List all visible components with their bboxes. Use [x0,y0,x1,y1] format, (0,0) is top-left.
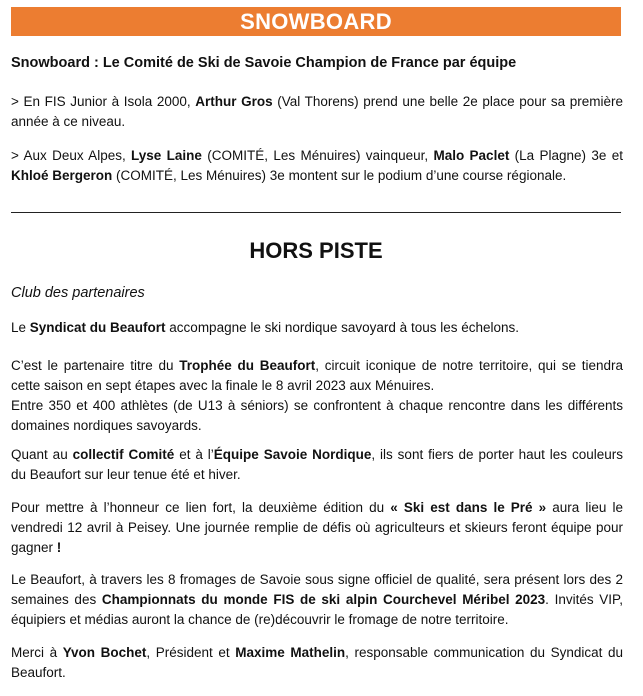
text: , circuit iconique de notre territoire, qui se tiendra cette saison en sept étapes avec la finale le 8 avril 2023 aux Ménuires. [11,358,623,393]
partner-name: Syndicat du Beaufort [29,320,166,335]
team-name: collectif Comité [72,447,175,462]
hors-piste-paragraph-5 [11,570,623,630]
text: > En FIS Junior à Isola 2000, [11,94,196,109]
text: (COMITÉ, Les Ménuires) vainqueur, [201,148,434,163]
event-name: Championnats du monde FIS de ski alpin Courchevel Méribel 2023 [101,592,546,607]
text: aura lieu le vendredi 12 avril à Peisey. Une journée remplie de défis où agriculteurs et skieurs feront équipe pour gagner [11,500,624,555]
text: , Président et [146,645,236,660]
text: , responsable communication du Syndicat du Beaufort. [11,645,624,680]
text: et à l’ [174,447,214,462]
snowboard-banner: SNOWBOARD [11,7,621,36]
text: > Aux Deux Alpes, [11,148,132,163]
athlete-name: Arthur Gros [195,94,273,109]
text: accompagne le ski nordique savoyard à tous les échelons. [165,320,520,335]
text: C’est le partenaire titre du [11,358,180,373]
text: Pour mettre à l’honneur ce lien fort, la deuxième édition du [11,500,391,515]
snowboard-paragraph-1 [11,92,623,132]
person-name: Maxime Mathelin [235,645,346,660]
hors-piste-subtitle: Club des partenaires [11,285,145,301]
text: . Invités VIP, équipiers et médias auront la chance de (re)découvrir le fromage de notre territoire. [11,592,624,627]
text: Merci à [11,645,63,660]
athlete-name: Malo Paclet [433,148,510,163]
text: Entre 350 et 400 athlètes (de U13 à séniors) se confrontent à chaque rencontre dans les différents domaines nordiques savoyards. [11,398,623,433]
athlete-name: Khloé Bergeron [11,168,113,183]
snowboard-paragraph-2 [11,146,623,186]
event-name: Trophée du Beaufort [179,358,316,373]
text: , ils sont fiers de porter haut les couleurs du Beaufort sur leur tenue été et hiver. [11,447,623,482]
exclamation: ! [56,540,62,555]
text: Quant au [11,447,73,462]
text: Le Beaufort, à travers les 8 fromages de Savoie sous signe officiel de qualité, sera présent lors des 2 semaines des [11,572,623,607]
person-name: Yvon Bochet [62,645,147,660]
event-name: « Ski est dans le Pré » [390,500,547,515]
hors-piste-paragraph-6 [11,643,623,683]
text: (COMITÉ, Les Ménuires) 3e montent sur le podium d’une course régionale. [112,168,567,183]
team-name: Équipe Savoie Nordique [213,447,372,462]
athlete-name: Lyse Laine [131,148,202,163]
text: (Val Thorens) prend une belle 2e place pour sa première année à ce niveau. [11,94,623,129]
snowboard-headline: Snowboard : Le Comité de Ski de Savoie Champion de France par équipe [11,55,517,71]
hors-piste-paragraph-1 [11,318,623,338]
text: (La Plagne) 3e et [509,148,623,163]
hors-piste-paragraph-4 [11,498,623,558]
hors-piste-title: HORS PISTE [249,238,383,263]
hors-piste-paragraph-3 [11,445,623,485]
hors-piste-paragraph-2 [11,356,623,436]
text: Le [11,320,30,335]
section-divider [11,212,621,213]
